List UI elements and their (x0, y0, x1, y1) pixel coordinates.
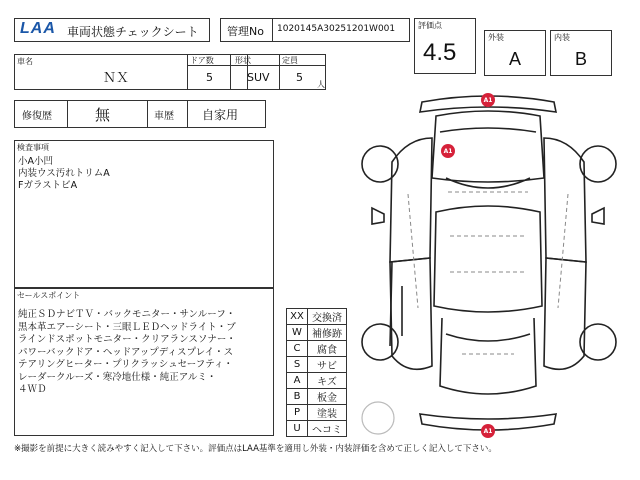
score-label: 評価点 (418, 21, 442, 30)
mgmt-no-label: 管理No (227, 25, 264, 38)
capacity-label: 定員 (282, 56, 298, 65)
legend-code: W (286, 324, 308, 341)
damage-mark-front: A1 (481, 93, 495, 107)
history-row (14, 100, 266, 128)
legend-meaning: 板金 (307, 388, 347, 405)
legend-code: U (286, 420, 308, 437)
inspection-box (14, 140, 274, 288)
sheet-title: 車両状態チェックシート (67, 25, 199, 39)
footer-note: ※撮影を前提に大きく読みやすく記入して下さい。評価点はLAA基準を適用し外装・内装評価を含めて正しく記入して下さい。 (14, 444, 497, 454)
spare-wheel-icon (362, 402, 394, 434)
legend-meaning: 交換済 (307, 308, 347, 325)
legend-code: P (286, 404, 308, 421)
exterior-label: 外装 (488, 33, 504, 42)
car-type-label: 車歴 (154, 111, 174, 122)
legend-code: C (286, 340, 308, 357)
legend-code: B (286, 388, 308, 405)
vehicle-row (14, 54, 326, 90)
exterior-value: A (509, 49, 522, 69)
shape-value: SUV (247, 71, 270, 84)
damage-mark-rear: A1 (481, 424, 495, 438)
interior-box (550, 30, 612, 76)
score-box (414, 18, 476, 74)
legend-meaning: 腐食 (307, 340, 347, 357)
sales-label: セールスポイント (17, 291, 81, 300)
sales-line: ラインドスポットモニター・クリアランスソナー・ (18, 334, 236, 345)
interior-label: 内装 (554, 33, 570, 42)
car-damage-diagram (350, 86, 638, 440)
legend-meaning: キズ (307, 372, 347, 389)
legend-meaning: 塗装 (307, 404, 347, 421)
laa-logo: LAA (20, 20, 56, 37)
inspection-line: 内装ウス汚れトリムA (18, 168, 110, 179)
mgmt-no-value: 1020145A30251201W001 (277, 24, 396, 34)
legend-meaning: ヘコミ (307, 420, 347, 437)
legend-code: S (286, 356, 308, 373)
car-type-value: 自家用 (202, 108, 239, 122)
capacity-value: 5 (296, 71, 303, 84)
exterior-box (484, 30, 546, 76)
shape-label: 形状 (235, 56, 251, 65)
sales-line: パワーバックドア・ヘッドアップディスプレイ・ス (18, 346, 234, 358)
sales-box (14, 288, 274, 436)
legend-code: XX (286, 308, 308, 325)
sales-text (18, 309, 236, 397)
legend-meaning: サビ (307, 356, 347, 373)
mgmt-no-box (220, 18, 410, 42)
sales-line: テアリングヒーター・プリクラッシュセーフティ・ (18, 359, 233, 370)
car-name-label: 車名 (17, 57, 33, 66)
damage-mark-hood: A1 (441, 144, 455, 158)
sales-line: レーダークルーズ・寒冷地仕様・純正アルミ・ (18, 371, 217, 383)
capacity-unit: 人 (317, 80, 325, 89)
score-value: 4.5 (423, 39, 457, 66)
sales-line: ４ＷＤ (18, 384, 47, 395)
inspection-label: 検査事項 (17, 143, 49, 152)
repair-value: 無 (95, 106, 111, 124)
doors-value: 5 (206, 71, 213, 84)
shape-divider (230, 54, 231, 90)
interior-value: B (575, 49, 588, 69)
doors-label: ドア数 (190, 56, 214, 65)
inspection-text (18, 156, 110, 192)
inspection-line: FガラストビA (18, 180, 78, 191)
legend-code: A (286, 372, 308, 389)
legend-meaning: 補修跡 (307, 324, 347, 341)
inspection-line: 小A小凹 (18, 156, 53, 167)
sales-line: 黒本革エアーシート・三眼ＬＥＤヘッドライト・ブ (18, 321, 236, 333)
sales-line: 純正ＳＤナビＴＶ・バックモニター・サンルーフ・ (18, 309, 236, 320)
repair-label: 修復歴 (22, 111, 52, 122)
header-logo-box (14, 18, 210, 42)
car-name-value: ＮＸ (103, 71, 130, 86)
